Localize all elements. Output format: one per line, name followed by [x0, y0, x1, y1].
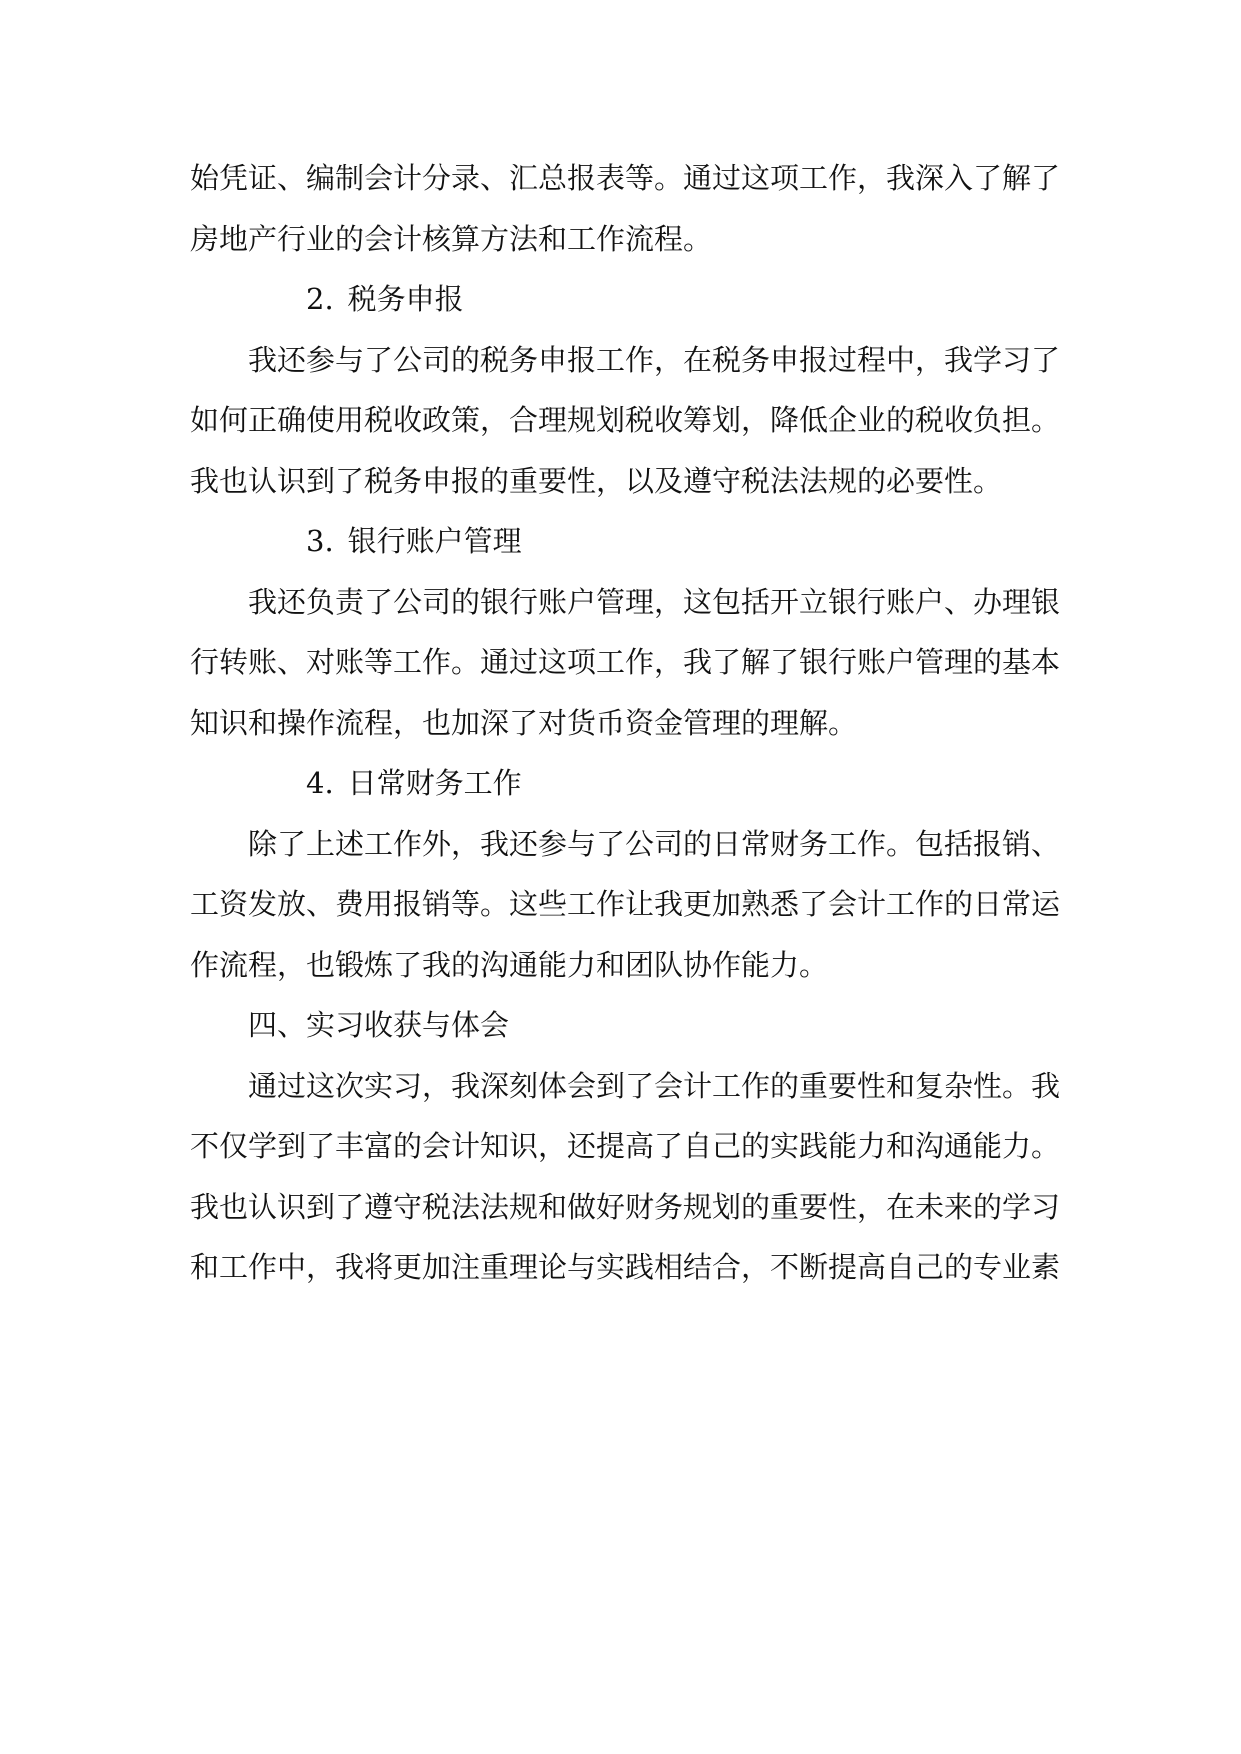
text-line: 我还负责了公司的银行账户管理，这包括开立银行账户、办理银 [248, 584, 1061, 619]
text-line: 工资发放、费用报销等。这些工作让我更加熟悉了会计工作的日常运 [190, 887, 1061, 921]
text-line: 始凭证、编制会计分录、汇总报表等。通过这项工作，我深入了解了 [190, 161, 1061, 195]
paragraph [190, 1056, 1060, 1298]
subheading-bank-account [190, 511, 1060, 572]
subheading-tax-filing [190, 269, 1060, 330]
paragraph [190, 814, 1060, 996]
paragraph [190, 330, 1060, 512]
text-line: 和工作中，我将更加注重理论与实践相结合，不断提高自己的专业素 [190, 1250, 1061, 1284]
document-body [190, 148, 1060, 1298]
text-line: 房地产行业的会计核算方法和工作流程。 [190, 221, 713, 256]
text-line: 我也认识到了税务申报的重要性，以及遵守税法法规的必要性。 [190, 463, 1003, 498]
subheading-title: 税务申报 [347, 282, 464, 316]
subheading-number: 4. [306, 766, 334, 800]
paragraph [190, 148, 1060, 269]
text-line: 行转账、对账等工作。通过这项工作，我了解了银行账户管理的基本 [190, 645, 1061, 679]
text-line: 我还参与了公司的税务申报工作，在税务申报过程中，我学习了 [248, 342, 1061, 377]
text-line: 知识和操作流程，也加深了对货币资金管理的理解。 [190, 705, 858, 740]
paragraph [190, 572, 1060, 754]
subheading-number: 3. [306, 524, 334, 558]
subheading-number: 2. [306, 282, 334, 316]
text-line: 不仅学到了丰富的会计知识，还提高了自己的实践能力和沟通能力。 [190, 1129, 1061, 1163]
text-line: 除了上述工作外，我还参与了公司的日常财务工作。包括报销、 [248, 826, 1061, 861]
text-line: 我也认识到了遵守税法法规和做好财务规划的重要性，在未来的学习 [190, 1189, 1061, 1224]
text-line: 如何正确使用税收政策，合理规划税收筹划，降低企业的税收负担。 [190, 403, 1061, 437]
text-line: 作流程，也锻炼了我的沟通能力和团队协作能力。 [190, 947, 829, 982]
subheading-title: 日常财务工作 [347, 766, 522, 800]
text-line: 通过这次实习，我深刻体会到了会计工作的重要性和复杂性。我 [248, 1068, 1061, 1103]
subheading-title: 银行账户管理 [347, 524, 522, 558]
subheading-daily-finance [190, 753, 1060, 814]
section-heading: 四、实习收获与体会 [248, 1008, 510, 1042]
